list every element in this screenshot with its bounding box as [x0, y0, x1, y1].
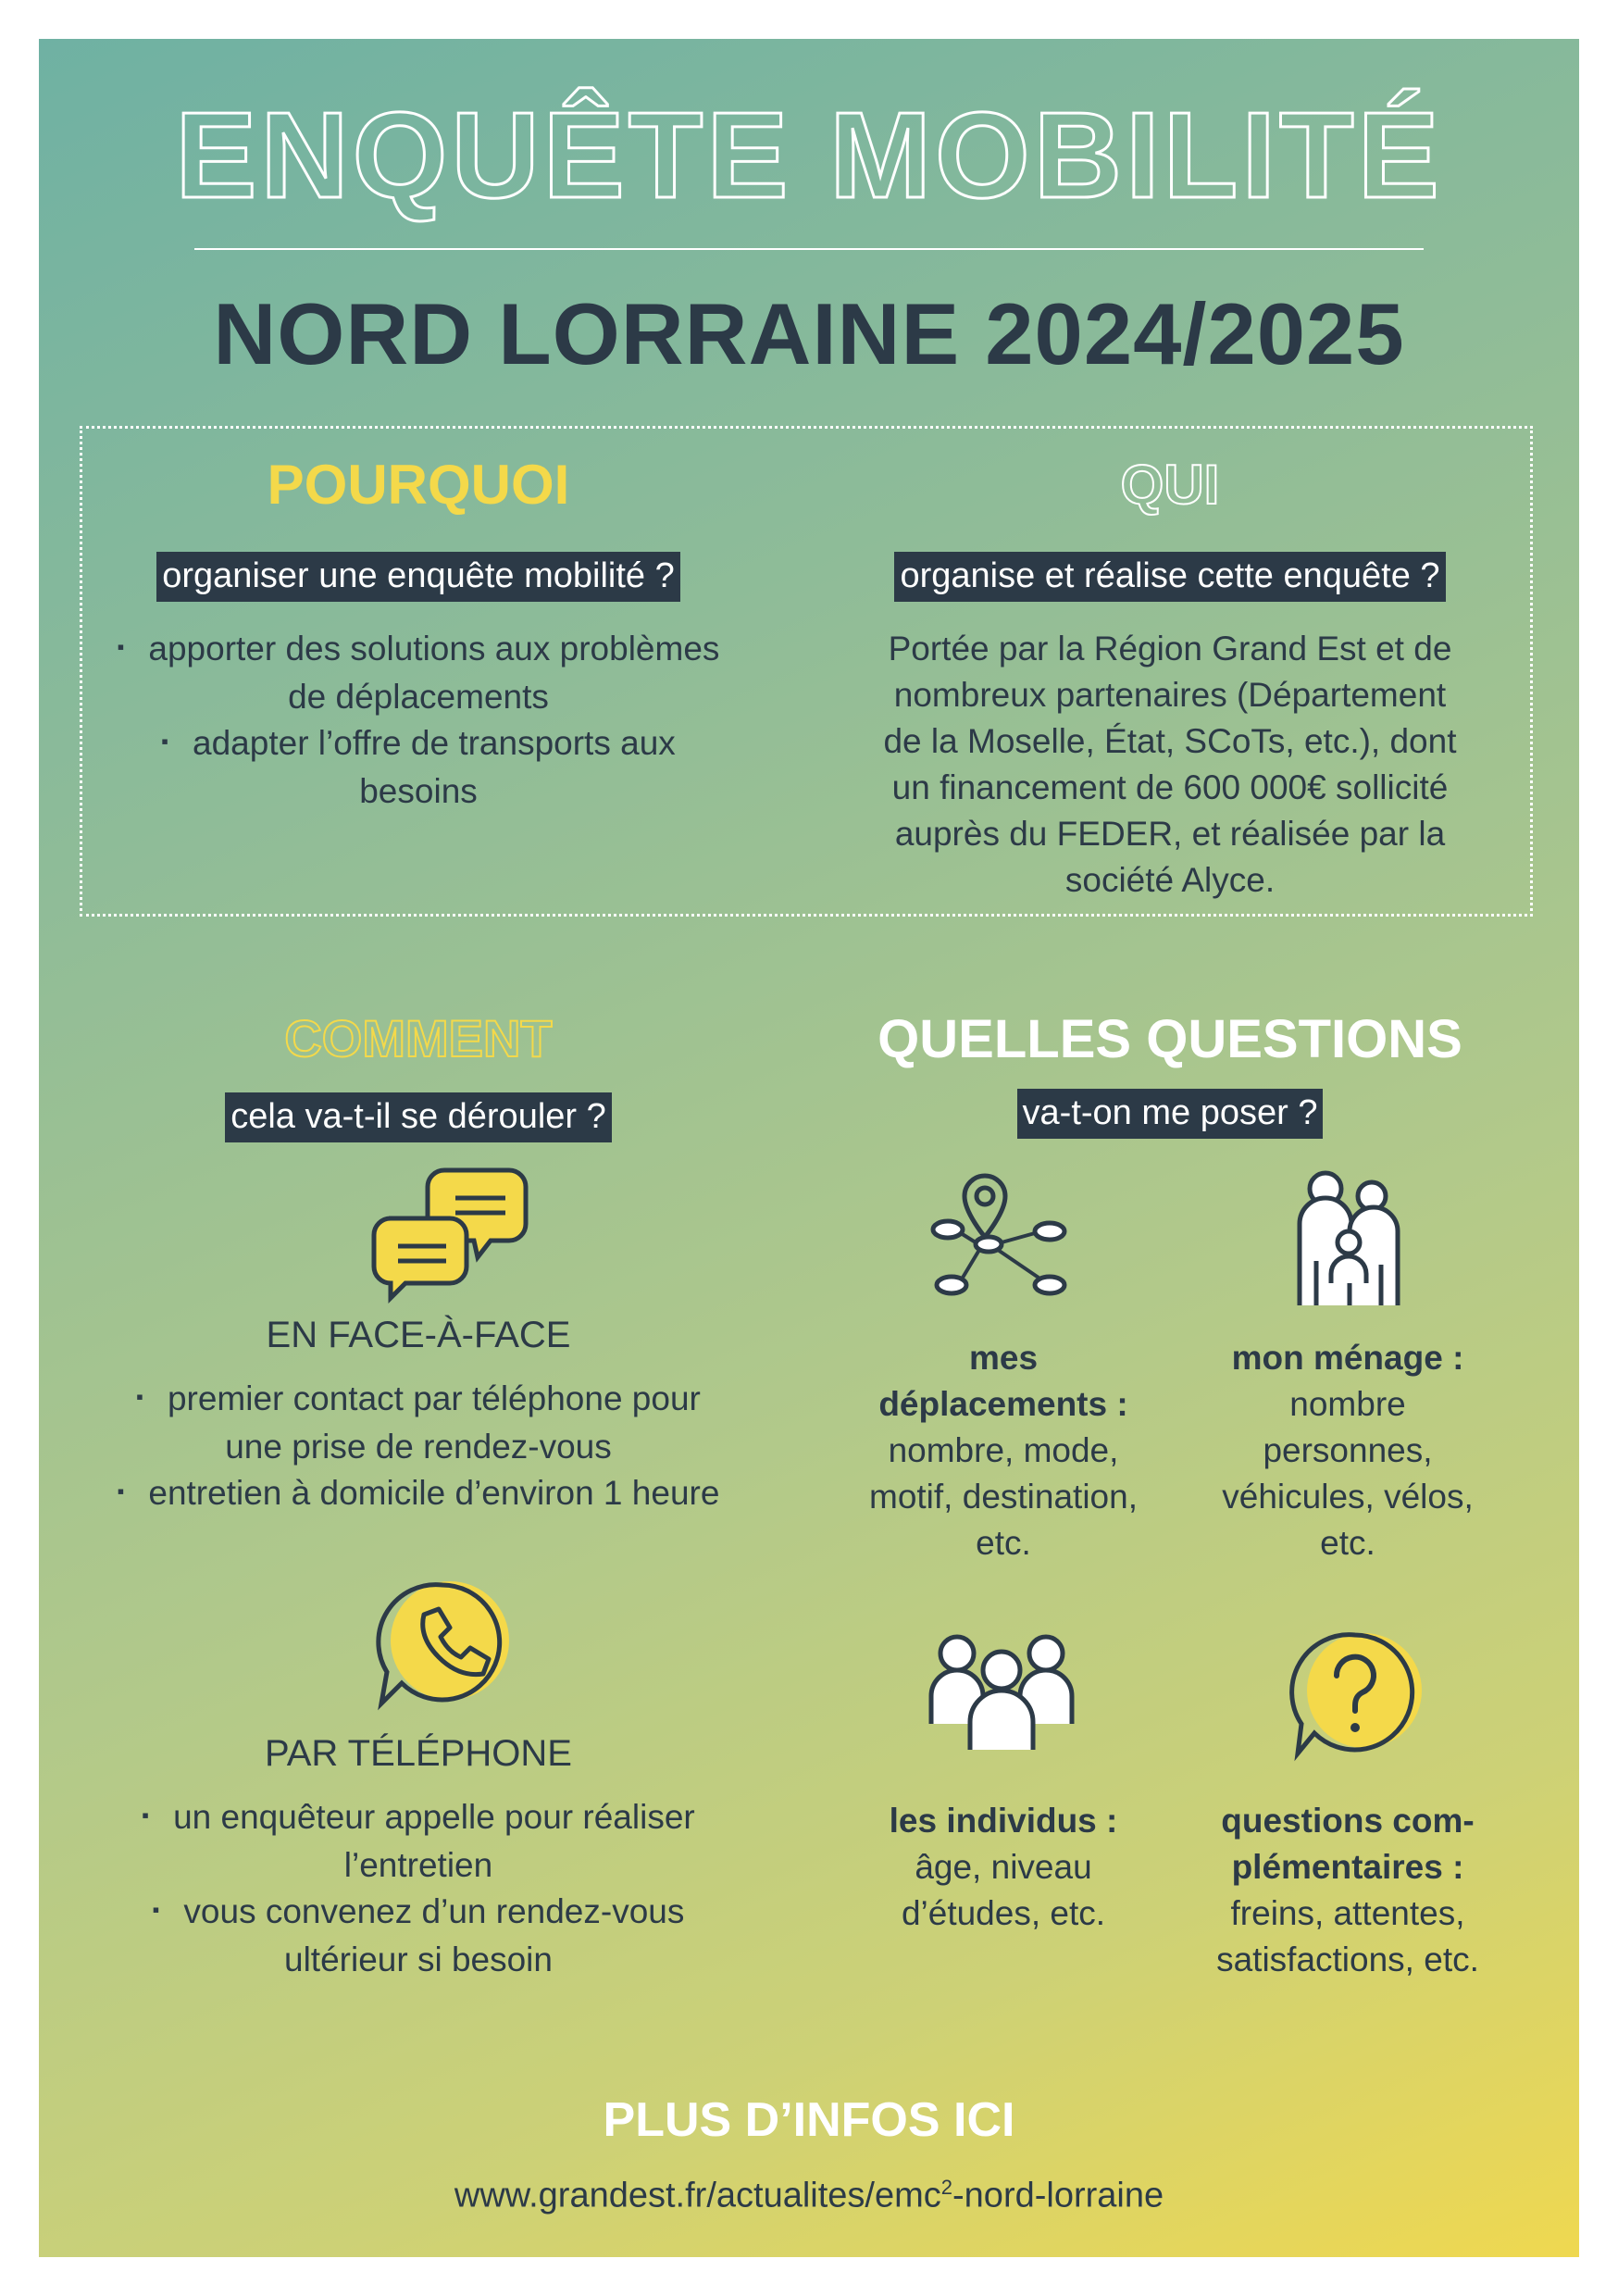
- pourquoi-heading: POURQUOI: [267, 454, 570, 516]
- qui-heading: QUI: [1120, 454, 1220, 516]
- question-item-complementary: questions com- plémentaires : freins, attentes, satisfactions, etc.: [1216, 1802, 1479, 1978]
- list-item: ▪ un enquêteur appelle pour réaliser l’entretien: [94, 1794, 742, 1889]
- more-info-heading: PLUS D’INFOS ICI: [603, 2093, 1015, 2147]
- list-item: ▪ entretien à domicile d’environ 1 heure: [94, 1470, 742, 1518]
- question-item-household: mon ménage : nombre personnes, véhicules, vélos, etc.: [1222, 1339, 1474, 1562]
- list-item: ▪ apporter des solutions aux problèmes de déplacements: [94, 626, 742, 720]
- question-bubble-icon: [1288, 1628, 1427, 1766]
- location-network-icon: [929, 1167, 1068, 1305]
- questions-section: [846, 1009, 1494, 1139]
- questions-question: va-t-on me poser ?: [1017, 1089, 1324, 1139]
- phone-bubble-icon: [372, 1576, 520, 1715]
- family-icon: [1288, 1168, 1409, 1307]
- pourquoi-section: [94, 454, 742, 815]
- main-title: ENQUÊTE MOBILITÉ: [175, 87, 1443, 223]
- list-item: ▪ vous convenez d’un rendez-vous ultérieur si besoin: [94, 1889, 742, 1983]
- phone-title: PAR TÉLÉPHONE: [265, 1733, 572, 1774]
- questions-heading: QUELLES QUESTIONS: [877, 1009, 1462, 1069]
- face-to-face-bullets: [94, 1376, 742, 1518]
- subtitle: NORD LORRAINE 2024/2025: [213, 285, 1405, 382]
- qui-question: organise et réalise cette enquête ?: [894, 552, 1445, 602]
- poster: [39, 39, 1579, 2257]
- pourquoi-question: organiser une enquête mobilité ?: [156, 552, 680, 602]
- qui-description: Portée par la Région Grand Est et de nombreux partenaires (Département de la Moselle, État, SCoTs, etc.), dont un financement de 600 000€ sollicité auprès du FEDER, et réalisée par la société Alyce.: [883, 629, 1457, 899]
- chat-bubbles-icon: [372, 1159, 529, 1298]
- face-to-face-title: EN FACE-À-FACE: [266, 1315, 571, 1355]
- list-item: ▪ premier contact par téléphone pour une prise de rendez-vous: [94, 1376, 742, 1470]
- comment-question: cela va-t-il se dérouler ?: [225, 1092, 612, 1142]
- group-icon: [927, 1631, 1076, 1752]
- pourquoi-bullets: [94, 626, 742, 815]
- qui-section: [846, 454, 1494, 904]
- question-item-individuals: les individus : âge, niveau d’études, etc.: [889, 1802, 1118, 1932]
- face-to-face-block: [94, 1316, 742, 1518]
- question-item-travel: mes déplacements : nombre, mode, motif, destination, etc.: [869, 1339, 1138, 1562]
- comment-section: [94, 1009, 742, 1142]
- list-item: ▪ adapter l’offre de transports aux besoins: [94, 720, 742, 815]
- phone-bullets: [94, 1794, 742, 1983]
- phone-block: [94, 1735, 742, 1983]
- comment-heading: COMMENT: [284, 1009, 553, 1067]
- title-divider: [194, 248, 1424, 250]
- more-info-link[interactable]: www.grandest.fr/actualites/emc$^2$-nord-lorraine: [454, 2176, 1164, 2215]
